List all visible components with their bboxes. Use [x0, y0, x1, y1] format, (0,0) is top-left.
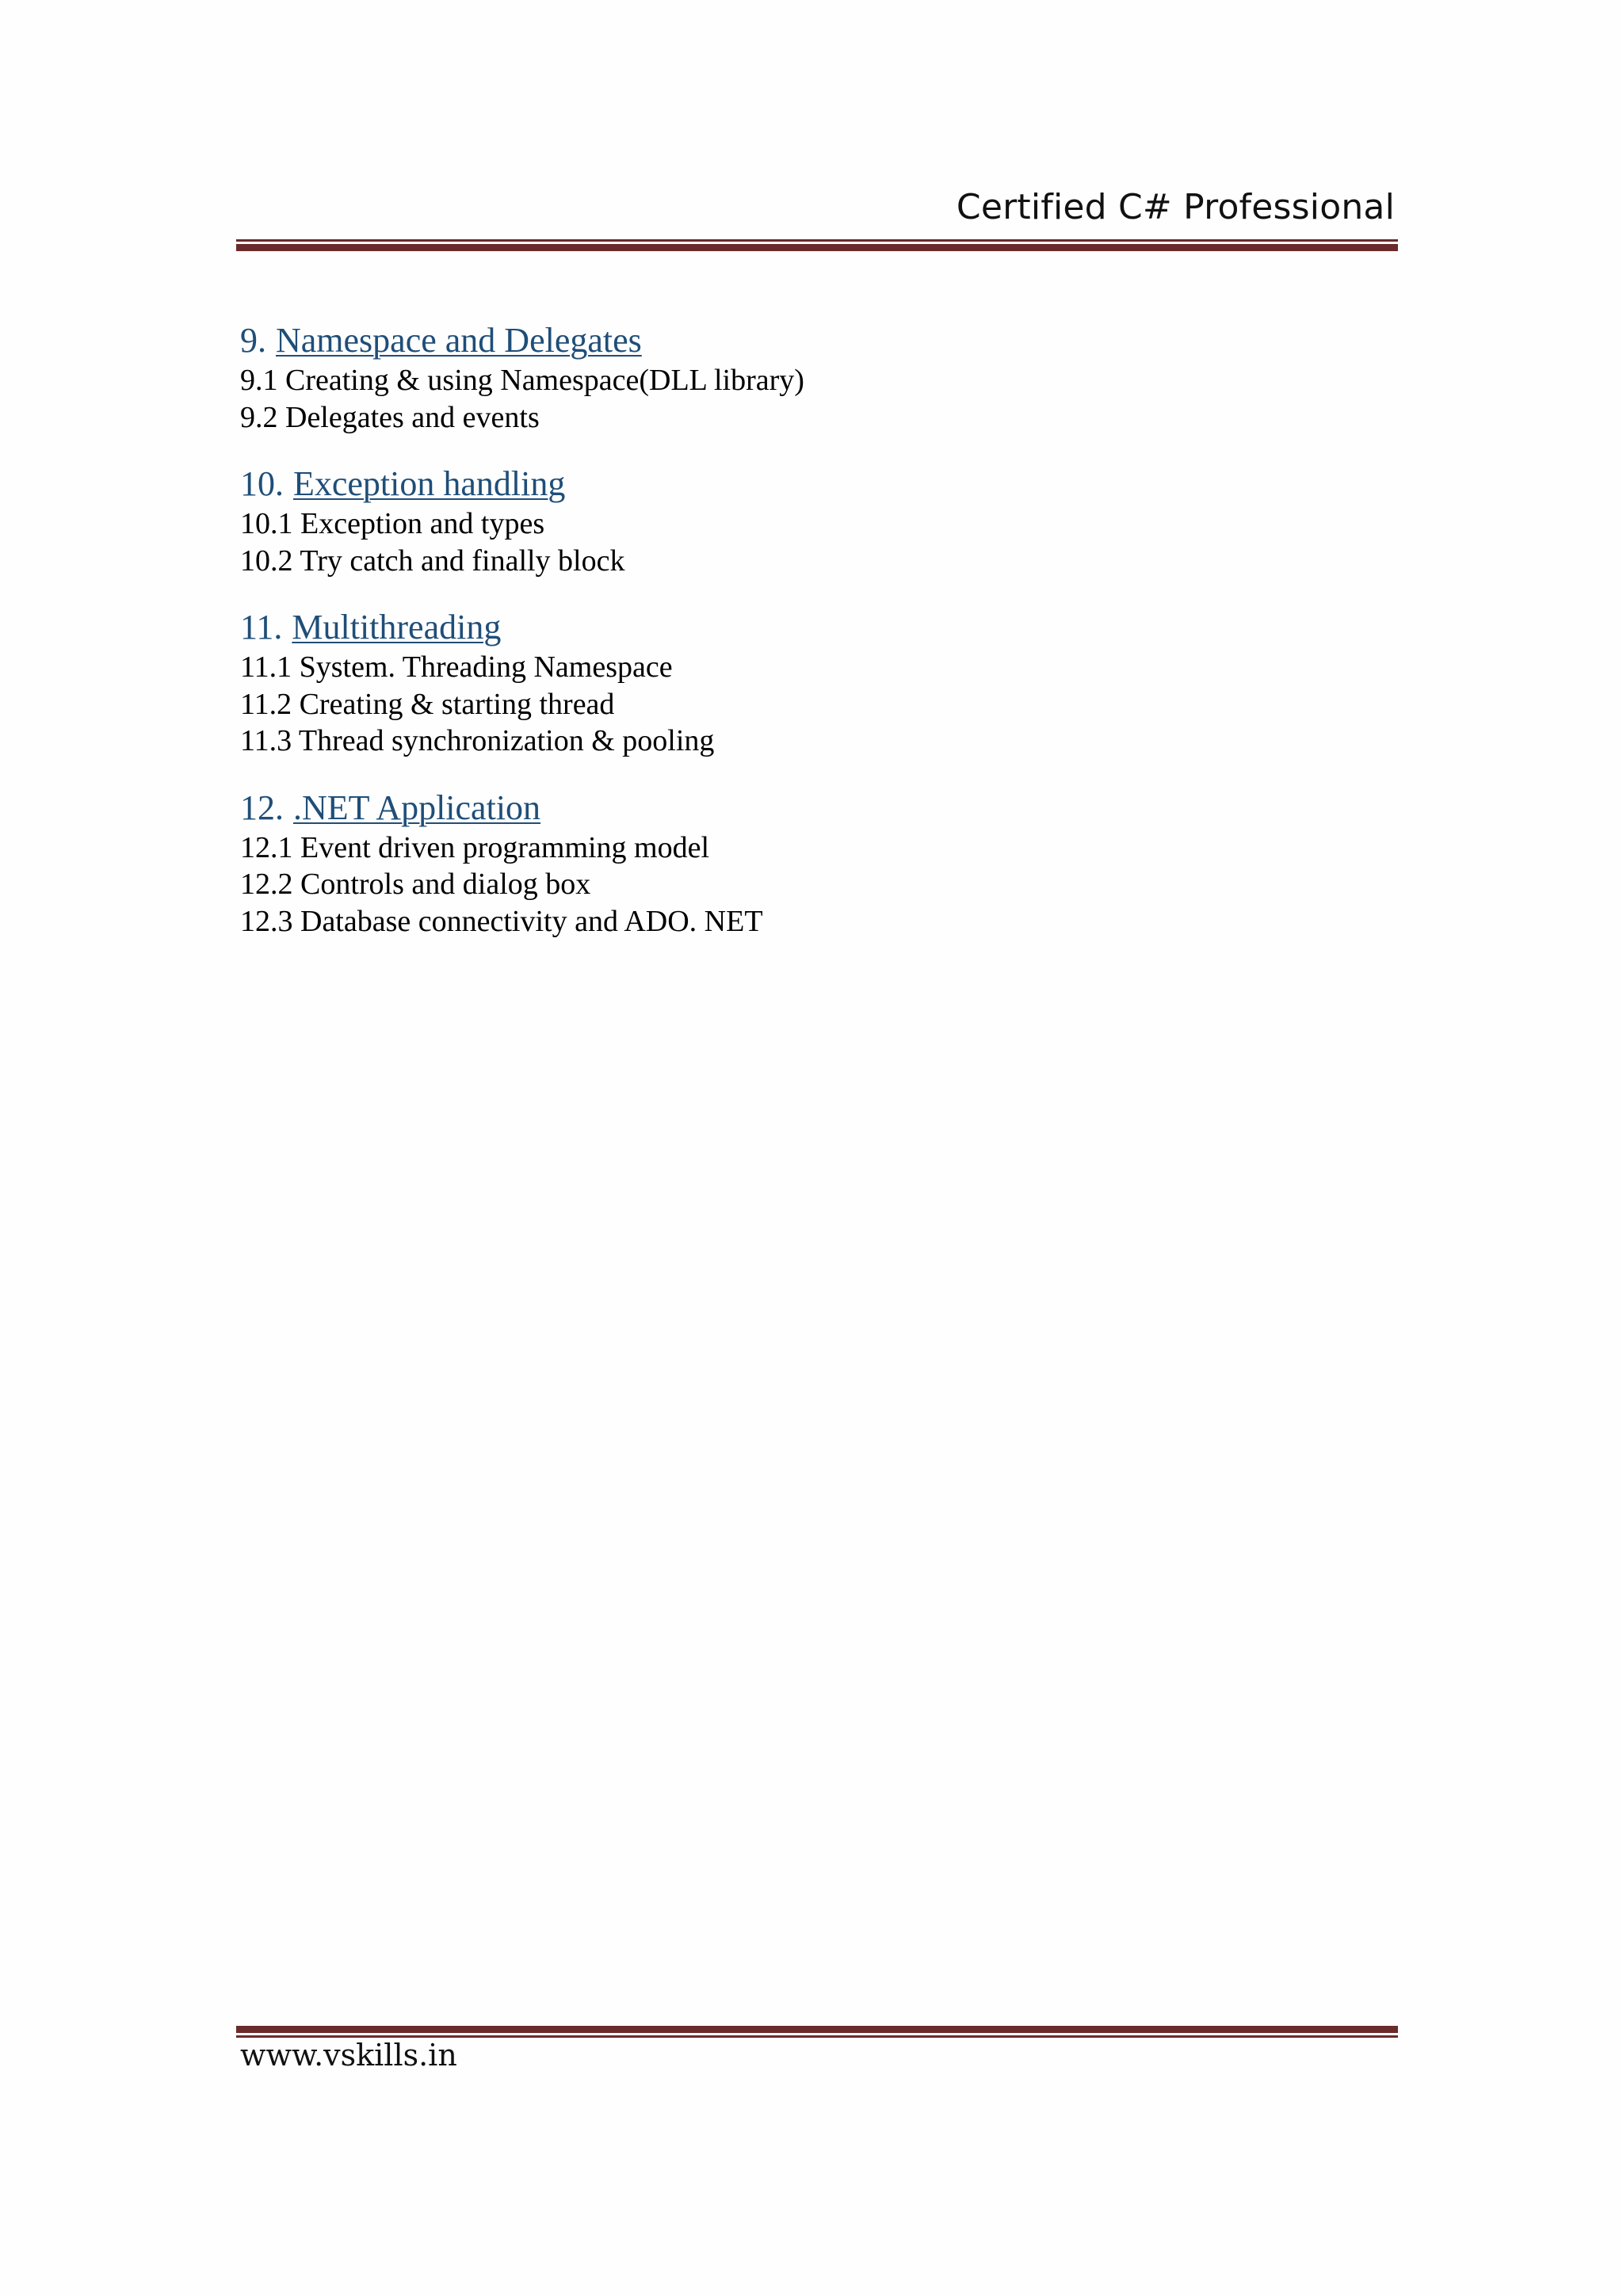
- section-number: 11.: [240, 608, 283, 646]
- header-title: Certified C# Professional: [956, 187, 1395, 227]
- section-namespace-delegates: [240, 319, 1389, 436]
- section-heading[interactable]: [240, 319, 1389, 362]
- section-heading[interactable]: [240, 463, 1389, 505]
- list-item: 11.2 Creating & starting thread: [240, 687, 615, 721]
- footer-url[interactable]: www.vskills.in: [240, 2038, 457, 2073]
- list-item: 9.1 Creating & using Namespace(DLL library): [240, 364, 804, 397]
- list-item: 11.3 Thread synchronization & pooling: [240, 724, 715, 757]
- section-heading[interactable]: [240, 606, 1389, 649]
- section-net-application: [240, 787, 1389, 940]
- section-number: 10.: [240, 464, 284, 503]
- list-item: 12.2 Controls and dialog box: [240, 868, 591, 901]
- section-exception-handling: [240, 463, 1389, 579]
- list-item: 12.1 Event driven programming model: [240, 830, 710, 864]
- section-title-link[interactable]: Exception handling: [293, 464, 566, 503]
- section-multithreading: [240, 606, 1389, 760]
- section-number: 9.: [240, 321, 266, 360]
- section-number: 12.: [240, 788, 284, 827]
- table-of-contents: [240, 319, 1389, 967]
- section-heading[interactable]: [240, 787, 1389, 830]
- list-item: 9.2 Delegates and events: [240, 400, 540, 434]
- list-item: 10.1 Exception and types: [240, 507, 545, 540]
- list-item: 11.1 System. Threading Namespace: [240, 650, 673, 684]
- section-title-link[interactable]: .NET Application: [293, 788, 541, 827]
- section-title-link[interactable]: Multithreading: [292, 608, 502, 646]
- list-item: 10.2 Try catch and finally block: [240, 543, 625, 578]
- footer-rule: [236, 2026, 1398, 2038]
- header-rule: [236, 239, 1398, 251]
- list-item: 12.3 Database connectivity and ADO. NET: [240, 904, 763, 938]
- section-title-link[interactable]: Namespace and Delegates: [276, 321, 642, 360]
